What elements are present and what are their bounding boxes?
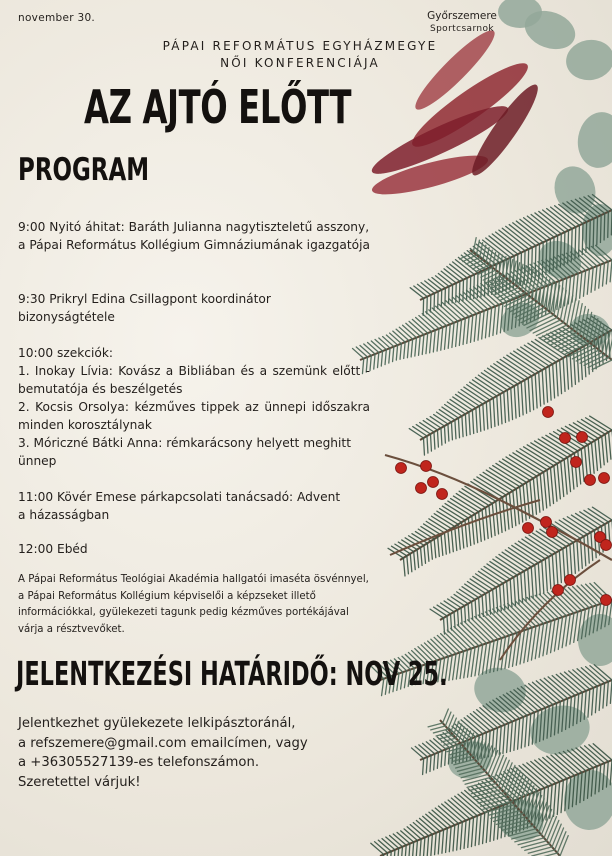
eucalyptus-leaf xyxy=(573,109,612,172)
red-berry xyxy=(541,517,552,528)
red-berry xyxy=(437,489,448,500)
program-item-sections: 10:00 szekciók: xyxy=(18,346,114,360)
contact-info xyxy=(18,714,378,792)
program-section-2: 2. Kocsis Orsolya: kézműves tippek az ünnepi időszakra minden korosztálynak xyxy=(18,400,370,432)
contact-line-4: Szeretettel várjuk! xyxy=(18,774,141,790)
red-berry xyxy=(601,595,612,606)
red-berry xyxy=(601,540,612,551)
program-item-opening: 9:00 Nyitó áhitat: Baráth Julianna nagytiszteletű asszony, a Pápai Református Kollégium Gimnáziumának igazgatója xyxy=(18,220,370,252)
red-berry xyxy=(523,523,534,534)
program-section-3: 3. Móriczné Bátki Anna: rémkarácsony helyett meghitt ünnep xyxy=(18,436,351,468)
twig xyxy=(385,455,612,560)
event-venue xyxy=(412,10,512,35)
pine-branch xyxy=(410,195,612,316)
red-berry xyxy=(396,463,407,474)
eucalyptus-leaf xyxy=(469,662,531,718)
program-heading: PROGRAM xyxy=(18,152,150,188)
registration-deadline: JELENTKEZÉSI HATÁRIDŐ: NOV 25. xyxy=(16,654,448,693)
red-berry xyxy=(565,575,576,586)
program-item-marriage: 11:00 Kövér Emese párkapcsolati tanácsadó: Advent a házasságban xyxy=(18,490,341,522)
contact-line-1: Jelentkezhet gyülekezete lelkipásztoránál, xyxy=(18,716,296,731)
event-date: november 30. xyxy=(18,12,96,24)
organizer-heading xyxy=(20,38,580,72)
red-berry xyxy=(553,585,564,596)
venue-city: Győrszemere xyxy=(427,10,497,22)
contact-line-2: a refszemere@gmail.com emailcímen, vagy xyxy=(18,735,308,751)
program-item-testimony: 9:30 Prikryl Edina Csillagpont koordinátor bizonyságtétele xyxy=(18,292,271,324)
page-title: AZ AJTÓ ELŐTT xyxy=(84,80,352,134)
red-berry xyxy=(585,475,596,486)
contact-line-3: a +36305527139-es telefonszámon. xyxy=(18,755,260,770)
red-berry xyxy=(428,477,439,488)
program-item-lunch: 12:00 Ebéd xyxy=(18,542,88,556)
red-berry xyxy=(543,407,554,418)
red-berry xyxy=(547,527,558,538)
organizer-line-1: PÁPAI REFORMÁTUS EGYHÁZMEGYE xyxy=(162,39,438,53)
program-section-1: 1. Inokay Lívia: Kovász a Bibliában és a szemünk előtt - bemutatója és beszélgetés xyxy=(18,364,370,396)
red-berry xyxy=(416,483,427,494)
venue-place: Sportcsarnok xyxy=(429,23,495,34)
red-berry xyxy=(599,473,610,484)
red-berry xyxy=(560,433,571,444)
red-berry xyxy=(571,457,582,468)
red-berry xyxy=(577,432,588,443)
red-berry xyxy=(421,461,432,472)
program-note: A Pápai Református Teológiai Akadémia hallgatói imaséta ösvénnyel, a Pápai Református Kollégium képviselői a képzseket illető információkkal, gyülekezeti tagunk pedig kézműves portékájával várja a résztvevőket. xyxy=(18,574,369,635)
organizer-line-2: NŐI KONFERENCIÁJA xyxy=(220,55,380,70)
